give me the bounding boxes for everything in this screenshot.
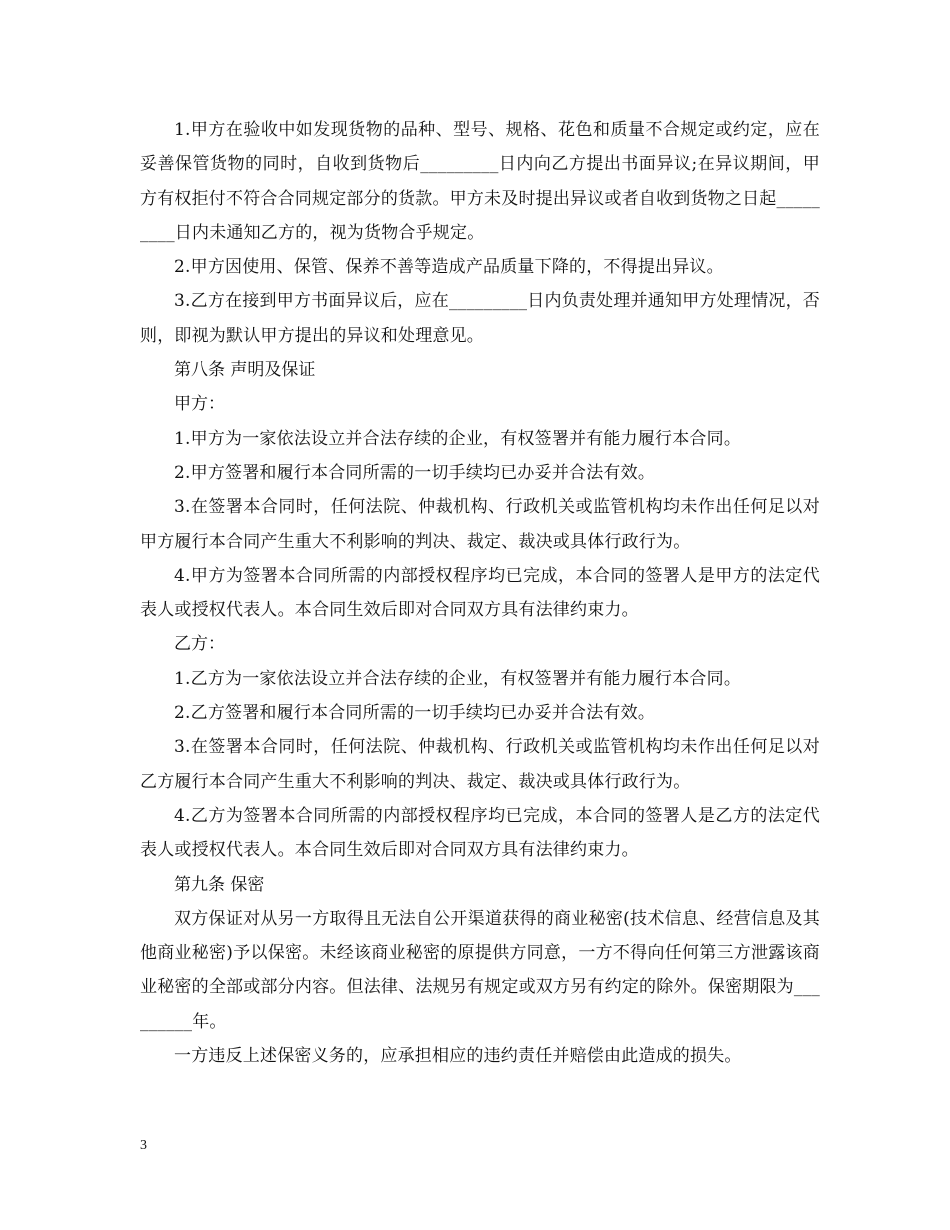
paragraph-acceptance-objection: 1.甲方在验收中如发现货物的品种、型号、规格、花色和质量不合规定或约定，应在妥善保管货物的同时，自收到货物后_________日内向乙方提出书面异议;在异议期间，甲方有权拒付不符合合同规定部分的货款。甲方未及时提出异议或者自收到货物之日起_________日内未通知乙方的，视为货物合乎规定。	[140, 120, 820, 243]
party-a-item-3: 3.在签署本合同时，任何法院、仲裁机构、行政机关或监管机构均未作出任何足以对甲方履行本合同产生重大不利影响的判决、裁定、裁决或具体行政行为。	[140, 497, 820, 552]
party-a-item-4: 4.甲方为签署本合同所需的内部授权程序均已完成，本合同的签署人是甲方的法定代表人或授权代表人。本合同生效后即对合同双方具有法律约束力。	[140, 565, 820, 621]
party-b-item-1: 1.乙方为一家依法设立并合法存续的企业，有权签署并有能力履行本合同。	[174, 668, 742, 689]
paragraph-quality-decline: 2.甲方因使用、保管、保养不善等造成产品质量下降的，不得提出异议。	[174, 257, 724, 278]
document-body	[140, 113, 820, 1073]
article-9-heading: 第九条 保密	[174, 874, 265, 895]
party-b-item-4: 4.乙方为签署本合同所需的内部授权程序均已完成，本合同的签署人是乙方的法定代表人或授权代表人。本合同生效后即对合同双方具有法律约束力。	[140, 805, 820, 861]
party-a-label: 甲方：	[174, 394, 225, 415]
page-number: 3	[140, 1138, 147, 1153]
party-b-item-2: 2.乙方签署和履行本合同所需的一切手续均已办妥并合法有效。	[174, 703, 656, 724]
paragraph-objection-handling: 3.乙方在接到甲方书面异议后，应在_________日内负责处理并通知甲方处理情况，否则，即视为默认甲方提出的异议和处理意见。	[140, 291, 820, 346]
breach-paragraph: 一方违反上述保密义务的，应承担相应的违约责任并赔偿由此造成的损失。	[174, 1046, 742, 1067]
party-a-item-2: 2.甲方签署和履行本合同所需的一切手续均已办妥并合法有效。	[174, 462, 656, 483]
party-b-item-3: 3.在签署本合同时，任何法院、仲裁机构、行政机关或监管机构均未作出任何足以对乙方履行本合同产生重大不利影响的判决、裁定、裁决或具体行政行为。	[140, 737, 820, 792]
party-b-label: 乙方：	[174, 634, 225, 655]
party-a-item-1: 1.甲方为一家依法设立并合法存续的企业，有权签署并有能力履行本合同。	[174, 428, 742, 449]
article-8-heading: 第八条 声明及保证	[174, 360, 316, 381]
confidentiality-paragraph: 双方保证对从另一方取得且无法自公开渠道获得的商业秘密(技术信息、经营信息及其他商业秘密)予以保密。未经该商业秘密的原提供方同意，一方不得向任何第三方泄露该商业秘密的全部或部分内容。但法律、法规另有规定或双方另有约定的除外。保密期限为_________年。	[140, 908, 820, 1032]
